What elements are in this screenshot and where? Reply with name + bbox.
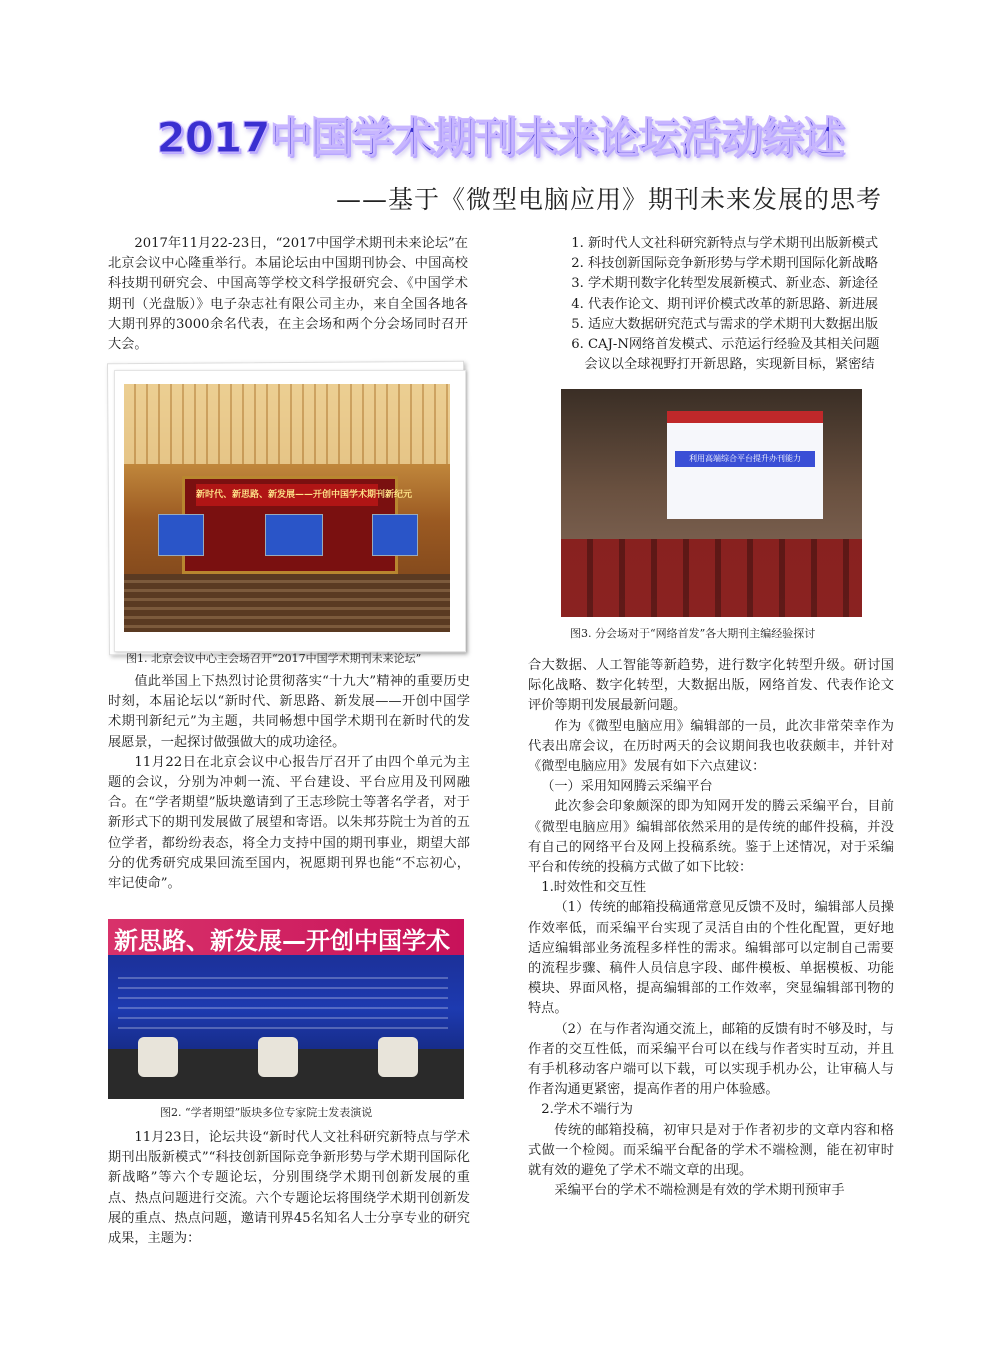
paragraph: 会议以全球视野打开新思路，实现新目标，紧密结 [584, 357, 875, 373]
paragraph: 11月23日，论坛共设“新时代人文社科研究新特点与学术期刊出版新模式”“科技创新国际竞争新形势与学术期刊国际化新战略”等六个专题论坛，分别围绕学术期刊创新发展的重点、热点问题进行交流。六个专题论坛将围绕学术期刊创新发展的重点、热点问题，邀请刊界45名知名人士分享专业的研究成果，主题为： [108, 1130, 470, 1247]
venue-chairs [561, 539, 862, 617]
figure-3-caption: 图3. 分会场对于“网络首发”各大期刊主编经验探讨 [570, 627, 816, 640]
paragraph: 作为《微型电脑应用》编辑部的一员，此次非常荣幸作为代表出席会议，在历时两天的会议期间我也收获颇丰，并针对《微型电脑应用》发展有如下六点建议： [528, 718, 894, 775]
right-column-topics [558, 234, 896, 375]
stage-screen-right [372, 514, 418, 556]
topic-item: 3. 学术期刊数字化转型发展新模式、新业态、新途径 [571, 276, 879, 292]
article-subtitle: ——基于《微型电脑应用》期刊未来发展的思考 [335, 185, 882, 214]
topic-item: 2. 科技创新国际竞争新形势与学术期刊国际化新战略 [571, 256, 879, 272]
chair [138, 1037, 178, 1077]
hall-ceiling [124, 384, 450, 464]
main-venue-photo [124, 384, 450, 632]
hall-audience [124, 574, 450, 632]
article-title: 2017中国学术期刊未来论坛活动综述 [156, 113, 844, 162]
stage-screen-center [265, 514, 323, 556]
left-column-middle [108, 672, 470, 894]
paragraph: 此次参会印象颇深的即为知网开发的腾云采编平台，目前《微型电脑应用》编辑部依然采用的是传统的邮件投稿，并没有自己的网络平台及网上投稿系统。鉴于上述情况，对于采编平台和传统的投稿方式做了如下比较： [528, 799, 894, 876]
section-heading: 1.时效性和交互性 [541, 880, 647, 896]
panel-banner [108, 919, 464, 955]
right-column-bottom [528, 656, 894, 1201]
topic-item: 6. CAJ-N网络首发模式、示范运行经验及其相关问题 [571, 337, 880, 353]
projection-screen [667, 411, 823, 519]
section-heading: （一）采用知网腾云采编平台 [541, 779, 713, 795]
sub-venue-photo [561, 389, 862, 617]
screen-title: 利用高端综合平台提升办刊能力 [675, 451, 815, 467]
chair [258, 1037, 298, 1077]
figure-1-caption: 图1. 北京会议中心主会场召开“2017中国学术期刊未来论坛” [126, 652, 422, 665]
paragraph: （2）在与作者沟通交流上，邮箱的反馈有时不够及时，与作者的交互性低，而采编平台可以在线与作者实时互动，并且有手机移动客户端可以下载，可以实现手机办公，让审稿人与作者沟通更紧密，提高作者的用户体验感。 [528, 1021, 894, 1098]
figure-2-caption: 图2. “学者期望”版块多位专家院士发表演说 [160, 1106, 373, 1119]
panel-discussion-photo [108, 919, 464, 1099]
chair [378, 1037, 418, 1077]
paragraph: 传统的邮箱投稿，初审只是对于作者初步的文章内容和格式做一个检阅。而采编平台配备的学术不端检测，能在初审时就有效的避免了学术不端文章的出现。 [528, 1122, 894, 1179]
left-column-bottom [108, 1128, 470, 1249]
paragraph: （1）传统的邮箱投稿通常意见反馈不及时，编辑部人员操作效率低，而采编平台实现了灵活自由的个性化配置，更好地适应编辑部业务流程多样性的需求。编辑部可以定制自己需要的流程步骤、稿件人员信息字段、邮件模板、单据模板、功能模块、界面风格，提高编辑部的工作效率，突显编辑部刊物的特点。 [528, 900, 894, 1017]
paragraph: 11月22日在北京会议中心报告厅召开了由四个单元为主题的会议，分别为冲刺一流、平台建设、平台应用及刊网融合。在“学者期望”版块邀请到了王志珍院士等著名学者，对于新形式下的期刊发展做了展望和寄语。以朱邦芬院士为首的五位学者，都纷纷表态，将全力支持中国的期刊事业，期望大部分的优秀研究成果回流至国内，祝愿期刊界也能“不忘初心，牢记使命”。 [108, 754, 470, 892]
screen-header [667, 411, 823, 423]
stage-screen-left [158, 514, 204, 556]
sponsor-list [118, 969, 448, 1029]
topic-item: 1. 新时代人文社科研究新特点与学术期刊出版新模式 [571, 236, 879, 251]
topic-item: 5. 适应大数据研究范式与需求的学术期刊大数据出版 [571, 316, 879, 332]
panel-banner-text: 新思路、新发展—开创中国学术 [114, 927, 450, 955]
paragraph: 2017年11月22-23日，“2017中国学术期刊未来论坛”在北京会议中心隆重举行。本届论坛由中国期刊协会、中国高校科技期刊研究会、中国高等学校文科学报研究会、《中国学术期刊（光盘版）》电子杂志社有限公司主办，来自全国各地各大期刊界的3000余名代表，在主会场和两个分会场同时召开大会。 [108, 236, 468, 353]
hall-banner: 新时代、新思路、新发展——开创中国学术期刊新纪元 [196, 484, 378, 506]
paragraph: 合大数据、人工智能等新趋势，进行数字化转型升级。研讨国际化战略、数字化转型，大数据出版，网络首发、代表作论文评价等期刊发展最新问题。 [528, 658, 894, 714]
left-column-intro [108, 234, 468, 355]
paragraph: 采编平台的学术不端检测是有效的学术期刊预审手 [554, 1183, 845, 1199]
paragraph: 值此举国上下热烈讨论贯彻落实“十九大”精神的重要历史时刻，本届论坛以“新时代、新思路、新发展——开创中国学术期刊新纪元”为主题，共同畅想中国学术期刊在新时代的发展愿景，一起探讨做强做大的成功途径。 [108, 674, 470, 750]
topic-item: 4. 代表作论文、期刊评价模式改革的新思路、新进展 [571, 296, 879, 312]
section-heading: 2.学术不端行为 [541, 1102, 633, 1118]
